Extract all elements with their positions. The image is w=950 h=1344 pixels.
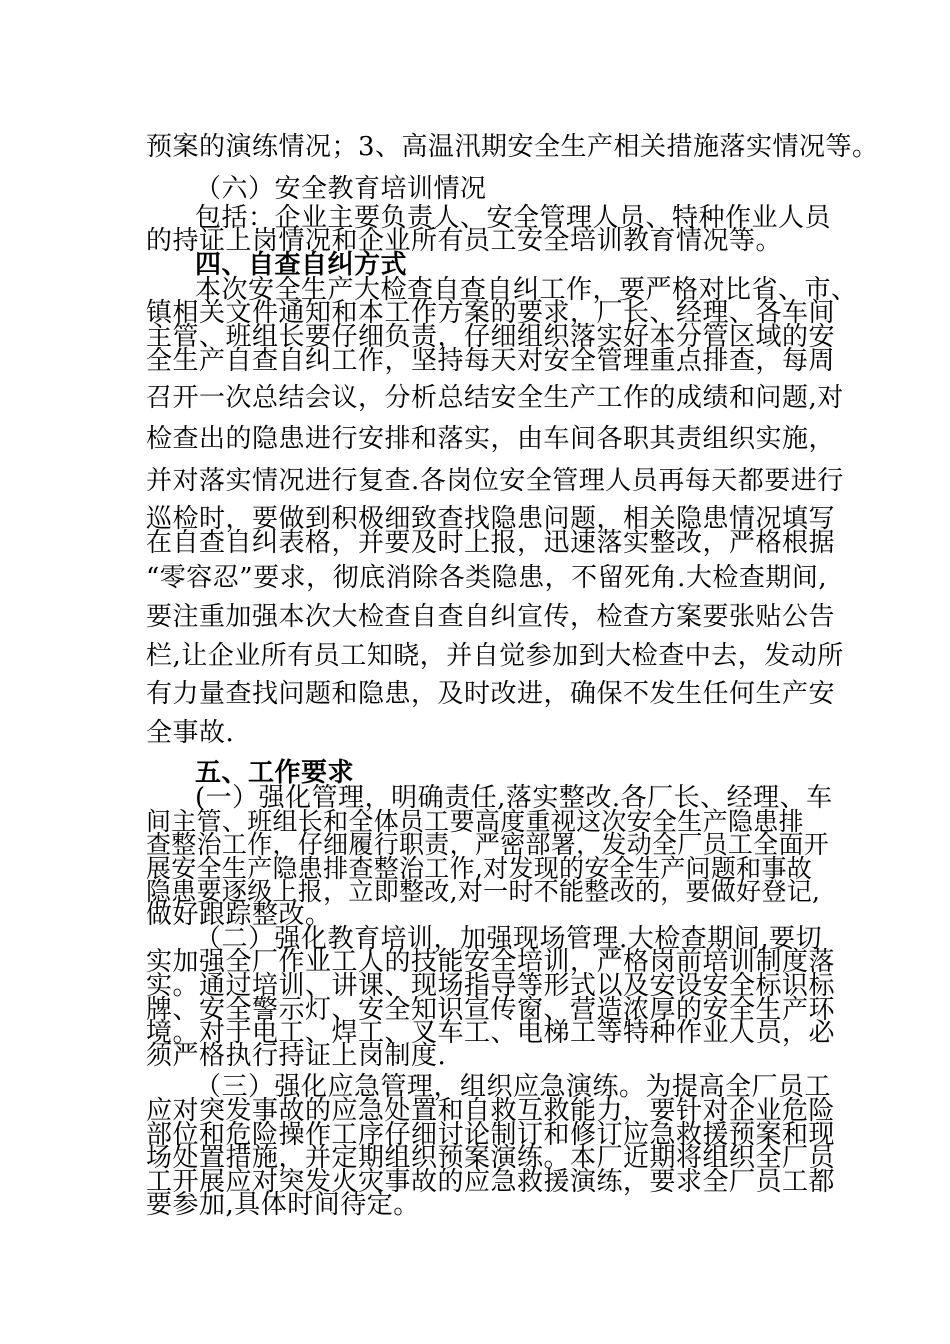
text-line: 查整治工作，仔细履行职责，严密部署，发动全厂员工全面开 xyxy=(146,830,830,859)
text-line: 镇相关文件通知和本工作方案的要求，厂长、经理、各车间 xyxy=(146,298,836,328)
text-line: 有力量查找问题和隐患，及时改进，确保不发生任何生产安 xyxy=(146,679,836,709)
text-line: 要参加,具体时间待定。 xyxy=(146,1190,420,1220)
text-line: 的持证上岗情况和企业所有员工安全培训教育情况等。 xyxy=(146,226,783,256)
text-line: 工开展应对突发火灾事故的应急救援演练，要求全厂员工都 xyxy=(146,1167,836,1197)
text-line: 全事故. xyxy=(146,718,235,748)
text-line: 在自查自纠表格，并要及时上报，迅速落实整改，严格根据 xyxy=(146,528,836,558)
text-line: 应对突发事故的应急处置和自救互救能力，要针对企业危险 xyxy=(146,1096,836,1126)
text-line: 间主管、班组长和全体员工要高度重视这次安全生产隐患排 xyxy=(146,807,804,836)
text-line: 召开一次总结会议，分析总结安全生产工作的成绩和问题,对 xyxy=(146,383,844,413)
text-line: 须严格执行持证上岗制度. xyxy=(146,1041,447,1071)
text-line: 预案的演练情况；3、高温汛期安全生产相关措施落实情况等。 xyxy=(146,132,879,162)
text-line: 做好跟踪整改。 xyxy=(146,900,332,930)
text-line: 栏,让企业所有员工知晓，并自觉参加到大检查中去，发动所 xyxy=(146,641,844,671)
text-line: （二）强化教育培训，加强现场管理.大检查期间,要切 xyxy=(195,924,823,954)
text-line: 检查出的隐患进行安排和落实，由车间各职其责组织实施， xyxy=(146,424,836,454)
text-line: 境。对于电工、焊工、叉车工、电梯工等特种作业人员，必 xyxy=(146,1018,836,1048)
text-line: 展安全生产隐患排查整治工作,对发现的安全生产问题和事故 xyxy=(146,854,813,883)
subheading-safety-training: （六）安全教育培训情况 xyxy=(195,174,487,204)
text-line: 全生产自查自纠工作，坚持每天对安全管理重点排查，每周 xyxy=(146,346,836,376)
text-line: 主管、班组长要仔细负责，仔细组织落实好本分管区域的安 xyxy=(146,322,836,352)
text-line: 实加强全厂作业工人的技能安全培训，严格岗前培训制度落 xyxy=(146,947,836,977)
text-line: 并对落实情况进行复查.各岗位安全管理人员再每天都要进行 xyxy=(146,466,844,496)
text-line: 要注重加强本次大检查自查自纠宣传，检查方案要张贴公告 xyxy=(146,602,836,632)
text-line: 包括：企业主要负责人、安全管理人员、特种作业人员 xyxy=(195,203,832,233)
text-line: 部位和危险操作工序仔细讨论制订和修订应急救援预案和现 xyxy=(146,1120,836,1150)
text-line: (一）强化管理，明确责任,落实整改.各厂长、经理、车 xyxy=(195,783,833,813)
text-line: 隐患要逐级上报，立即整改,对一时不能整改的，要做好登记, xyxy=(146,877,821,906)
text-line: （三）强化应急管理，组织应急演练。为提高全厂员工 xyxy=(195,1072,832,1102)
text-line: “零容忍”要求，彻底消除各类隐患，不留死角.大检查期间, xyxy=(146,563,828,593)
text-line: 牌、安全警示灯、安全知识宣传窗、营造浓厚的安全生产环 xyxy=(146,995,836,1025)
text-line: 实。通过培训、讲课、现场指导等形式以及安设安全标识标 xyxy=(146,971,836,1001)
section-heading-4: 四、自查自纠方式 xyxy=(195,250,408,280)
text-line: 场处置措施，并定期组织预案演练。本厂近期将组织全厂员 xyxy=(146,1143,836,1173)
text-line: 巡检时，要做到积极细致查找隐患问题，相关隐患情况填写 xyxy=(146,504,836,534)
section-heading-5: 五、工作要求 xyxy=(195,758,355,788)
text-line: 本次安全生产大检查自查自纠工作，要严格对比省、市、 xyxy=(195,275,858,305)
